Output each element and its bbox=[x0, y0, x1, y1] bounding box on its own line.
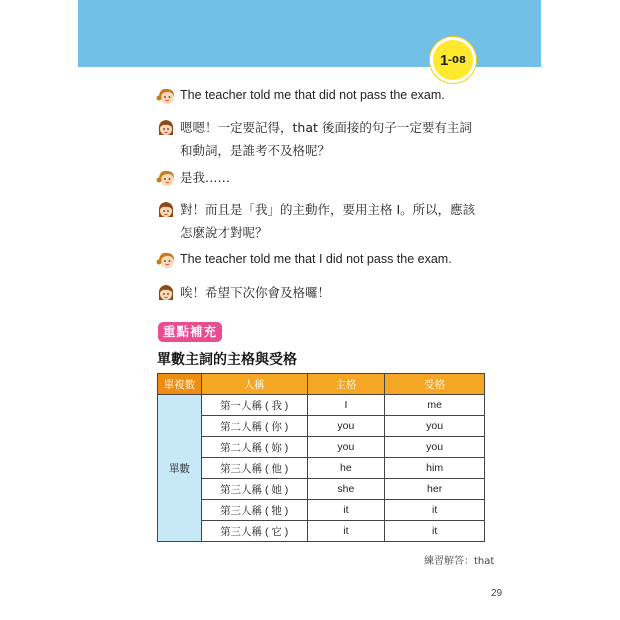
dialogue-text: 是我…… bbox=[180, 170, 231, 185]
table-row bbox=[158, 416, 485, 437]
student-face-icon bbox=[156, 168, 176, 188]
dialogue-line bbox=[156, 283, 330, 304]
table-row bbox=[158, 395, 485, 416]
dialogue-text: 嗯嗯！一定要記得，that 後面接的句子一定要有主詞和動詞，是誰考不及格呢？ bbox=[180, 120, 472, 158]
table-cell: him bbox=[385, 458, 485, 479]
column-header: 單複數 bbox=[158, 374, 202, 395]
teacher-face-icon bbox=[156, 283, 176, 303]
practice-answer: 練習解答：that bbox=[424, 556, 495, 567]
teacher-face-icon bbox=[156, 200, 176, 220]
column-header: 人稱 bbox=[201, 374, 307, 395]
student-face-icon bbox=[156, 86, 176, 106]
page-number: 29 bbox=[491, 588, 503, 599]
table-cell: 第二人稱 ( 你 ) bbox=[201, 416, 307, 437]
dialogue-text: The teacher told me that I did not pass the exam. bbox=[180, 252, 452, 266]
lesson-badge bbox=[430, 37, 476, 83]
table-cell: you bbox=[385, 416, 485, 437]
dialogue-text: 唉！希望下次你會及格囉！ bbox=[180, 285, 331, 300]
table-cell: it bbox=[307, 521, 385, 542]
group-cell: 單數 bbox=[158, 395, 202, 542]
supplement-tag: 重點補充 bbox=[158, 322, 222, 342]
column-header: 主格 bbox=[307, 374, 385, 395]
table-cell: it bbox=[385, 500, 485, 521]
table-row bbox=[158, 479, 485, 500]
table-cell: you bbox=[307, 416, 385, 437]
student-face-icon bbox=[156, 250, 176, 270]
teacher-face-icon bbox=[156, 118, 176, 138]
lesson-sub: -08 bbox=[447, 54, 466, 66]
dialogue-text: The teacher told me that did not pass the exam. bbox=[180, 88, 445, 102]
table-cell: 第一人稱 ( 我 ) bbox=[201, 395, 307, 416]
column-header: 受格 bbox=[385, 374, 485, 395]
table-row bbox=[158, 458, 485, 479]
table-row bbox=[158, 437, 485, 458]
table-cell: I bbox=[307, 395, 385, 416]
table-cell: it bbox=[307, 500, 385, 521]
table-cell: me bbox=[385, 395, 485, 416]
table-row bbox=[158, 500, 485, 521]
section-heading: 單數主詞的主格與受格 bbox=[157, 352, 297, 368]
table-cell: 第三人稱 ( 牠 ) bbox=[201, 500, 307, 521]
table-cell: he bbox=[307, 458, 385, 479]
dialogue-line bbox=[156, 200, 480, 244]
table-cell: 第三人稱 ( 它 ) bbox=[201, 521, 307, 542]
dialogue-text: 對！而且是「我」的主動作，要用主格 I。所以，應該怎麼說才對呢？ bbox=[180, 202, 476, 240]
table-cell: 第三人稱 ( 她 ) bbox=[201, 479, 307, 500]
table-header-row bbox=[158, 374, 485, 395]
table-cell: her bbox=[385, 479, 485, 500]
dialogue-line bbox=[156, 250, 452, 271]
table-cell: it bbox=[385, 521, 485, 542]
table-cell: she bbox=[307, 479, 385, 500]
table-row bbox=[158, 521, 485, 542]
table-cell: 第二人稱 ( 妳 ) bbox=[201, 437, 307, 458]
table-cell: you bbox=[307, 437, 385, 458]
lesson-number: 1 bbox=[440, 51, 448, 69]
table-cell: 第三人稱 ( 他 ) bbox=[201, 458, 307, 479]
pronoun-table bbox=[157, 373, 485, 542]
dialogue-line bbox=[156, 86, 445, 107]
dialogue-line bbox=[156, 168, 230, 189]
table-cell: you bbox=[385, 437, 485, 458]
dialogue-line bbox=[156, 118, 480, 162]
